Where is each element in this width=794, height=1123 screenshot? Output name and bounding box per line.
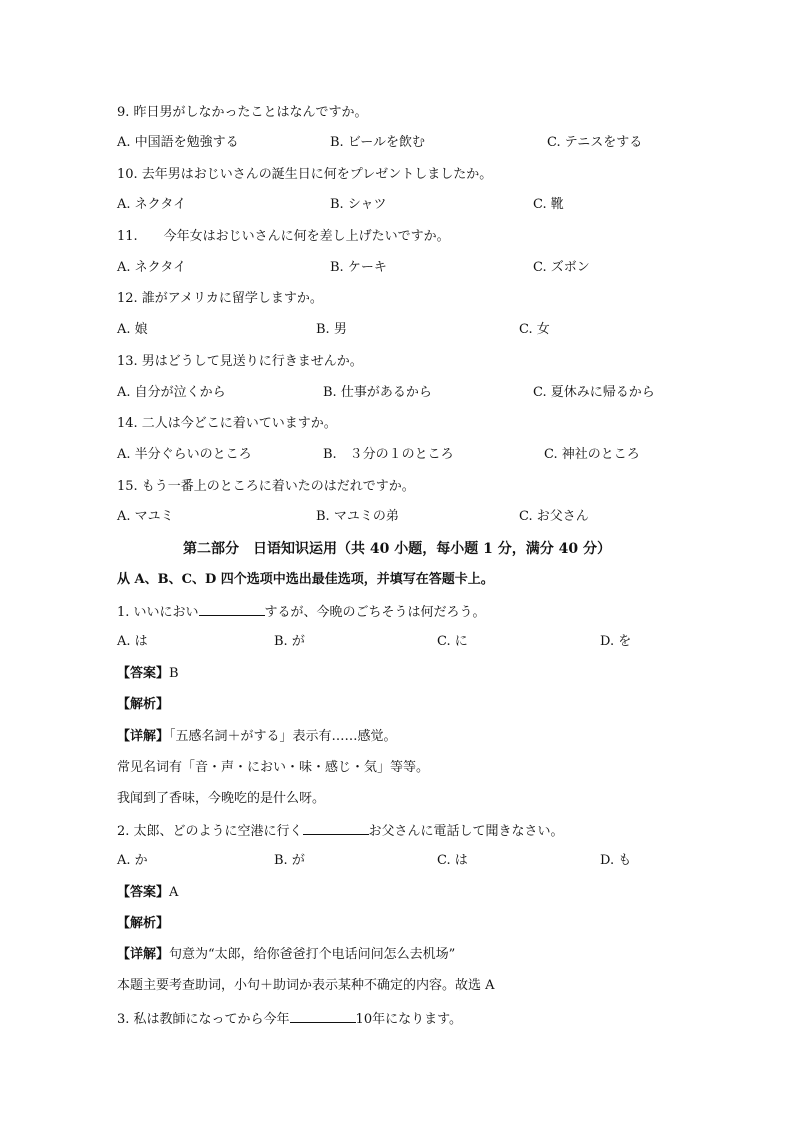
option-b: B. マユミの弟 <box>316 509 399 524</box>
option-a: A. か <box>117 853 148 868</box>
option-b: B. が <box>274 853 305 868</box>
answer-blank <box>199 602 265 616</box>
options-13 <box>117 384 734 402</box>
option-b: B. 男 <box>316 322 347 337</box>
options-2 <box>117 852 734 870</box>
option-d: D. も <box>600 853 632 868</box>
option-a: A. 中国語を勉強する <box>117 135 239 150</box>
question-1 <box>117 602 486 622</box>
answer-blank <box>290 1009 356 1023</box>
options-14 <box>117 446 734 464</box>
option-a: A. ネクタイ <box>117 197 187 212</box>
option-c: C. ズボン <box>533 260 590 275</box>
option-b: B. 仕事があるから <box>323 385 432 400</box>
question-14: 14. 二人は今どこに着いていますか。 <box>117 416 337 431</box>
option-c: C. は <box>437 853 468 868</box>
answer-value: A <box>169 885 179 900</box>
detail-text: 句意为“太郎，给你爸爸打个电话问问怎么去机场” <box>169 947 456 962</box>
question-10: 10. 去年男はおじいさんの誕生日に何をプレゼントしましたか。 <box>117 167 493 182</box>
option-c: C. 夏休みに帰るから <box>533 385 655 400</box>
question-9: 9. 昨日男がしなかったことはなんですか。 <box>117 105 368 120</box>
answer-value: B <box>169 666 179 681</box>
answer-tag: 【答案】 <box>117 666 170 681</box>
answer-1 <box>117 665 179 683</box>
question-15: 15. もう一番上のところに着いたのはだれですか。 <box>117 479 415 494</box>
option-a: A. ネクタイ <box>117 260 187 275</box>
options-12 <box>117 321 734 339</box>
option-c: C. 靴 <box>533 197 564 212</box>
detail-tag: 【详解】 <box>117 947 170 962</box>
question-3-pre: 3. 私は教師になってから今年 <box>117 1012 290 1027</box>
detail-tag: 【详解】 <box>117 729 170 744</box>
question-13: 13. 男はどうして見送りに行きませんか。 <box>117 354 363 369</box>
option-a: A. は <box>117 634 148 649</box>
question-11: 11. 今年女はおじいさんに何を差し上げたいですか。 <box>117 229 450 244</box>
answer-blank <box>303 821 369 835</box>
explanation-line: 本题主要考查助词，小句＋助词か表示某种不确定的内容。故选 A <box>117 978 495 993</box>
question-2-pre: 2. 太郎、どのように空港に行く <box>117 824 303 839</box>
option-a: A. 娘 <box>117 322 148 337</box>
question-3 <box>117 1009 462 1029</box>
detail-1 <box>117 728 397 746</box>
option-c: C. お父さん <box>519 509 589 524</box>
question-12: 12. 誰がアメリカに留学しますか。 <box>117 291 323 306</box>
option-c: C. に <box>437 634 468 649</box>
question-1-post: するが、今晩のごちそうは何だろう。 <box>264 605 486 620</box>
analysis-tag: 【解析】 <box>117 916 170 931</box>
option-c: C. 女 <box>519 322 550 337</box>
question-1-pre: 1. いいにおい <box>117 605 199 620</box>
option-b: B. ３分の１のところ <box>323 447 454 462</box>
options-15 <box>117 508 734 526</box>
options-11 <box>117 259 734 277</box>
option-b: B. が <box>274 634 305 649</box>
section-instruction: 从 A、B、C、D 四个选项中选出最佳选项，并填写在答题卡上。 <box>117 572 494 587</box>
option-b: B. ケーキ <box>330 260 387 275</box>
option-b: B. シャツ <box>330 197 387 212</box>
options-9 <box>117 134 734 152</box>
options-10 <box>117 196 734 214</box>
option-c: C. テニスをする <box>547 135 643 150</box>
translation-line: 我闻到了香味，今晚吃的是什么呀。 <box>117 791 326 806</box>
option-b: B. ビールを飲む <box>330 135 426 150</box>
option-a: A. 半分ぐらいのところ <box>117 447 252 462</box>
detail-text: 「五感名詞＋がする」表示有……感觉。 <box>169 729 397 744</box>
answer-2 <box>117 884 178 902</box>
detail-2 <box>117 946 455 964</box>
question-2 <box>117 821 564 841</box>
question-2-post: お父さんに電話して聞きなさい。 <box>368 824 564 839</box>
answer-tag: 【答案】 <box>117 885 170 900</box>
analysis-tag: 【解析】 <box>117 697 170 712</box>
explanation-line: 常见名词有「音・声・におい・味・感じ・気」等等。 <box>117 760 430 775</box>
question-3-post: 10年になります。 <box>355 1012 463 1027</box>
option-d: D. を <box>600 634 632 649</box>
option-c: C. 神社のところ <box>544 447 640 462</box>
option-a: A. マユミ <box>117 509 174 524</box>
section-title: 第二部分 日语知识运用（共 40 小题，每小题 1 分，满分 40 分） <box>183 541 611 557</box>
options-1 <box>117 633 734 651</box>
option-a: A. 自分が泣くから <box>117 385 226 400</box>
